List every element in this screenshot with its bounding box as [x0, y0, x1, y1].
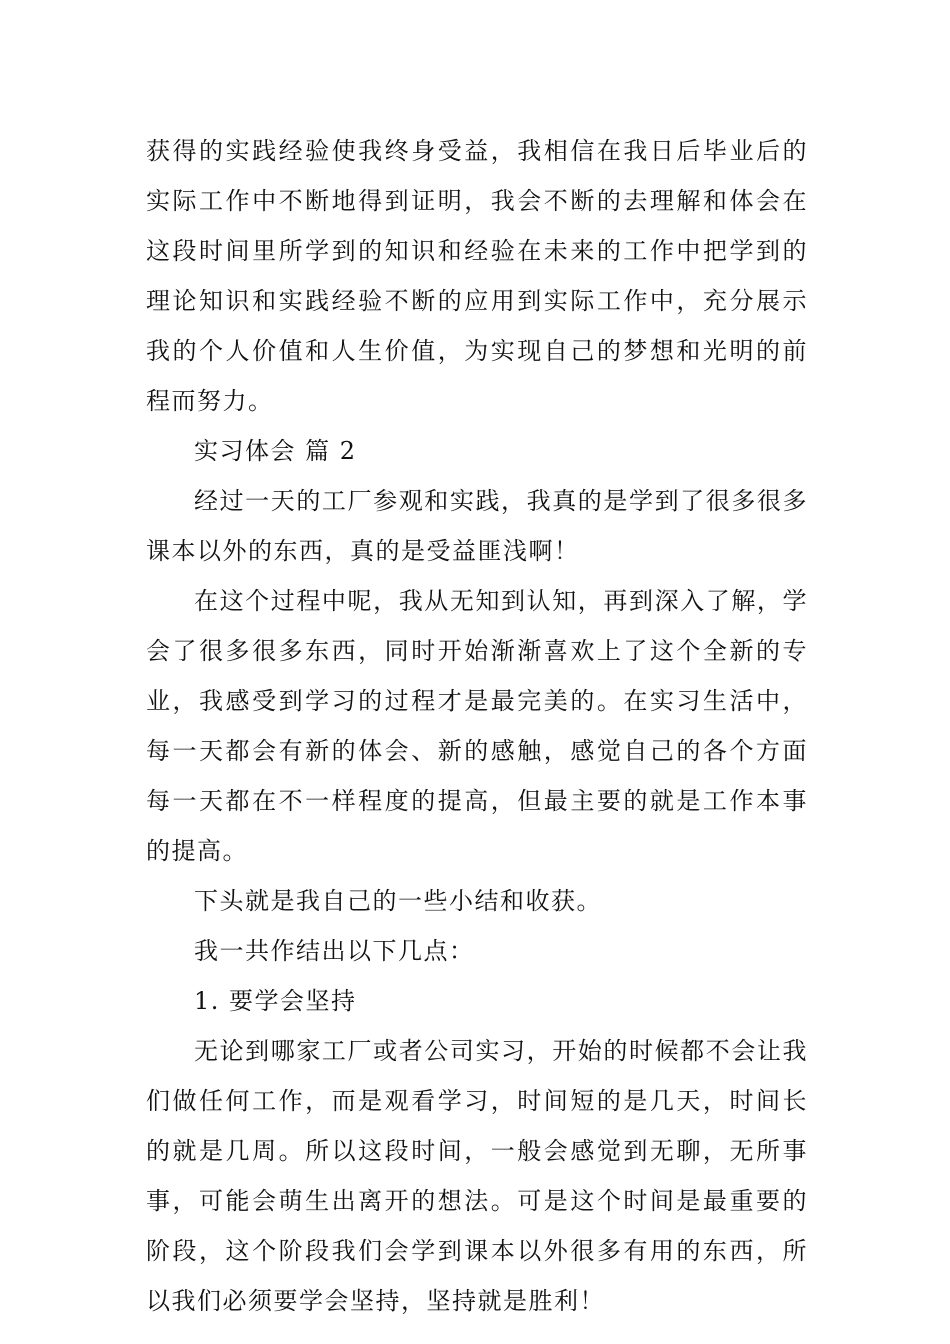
paragraph-continued: 获得的实践经验使我终身受益，我相信在我日后毕业后的实际工作中不断地得到证明，我会不断的去理解和体会在这段时间里所学到的知识和经验在未来的工作中把学到的理论知识和实践经验不断的应用到实际工作中，充分展示我的个人价值和人生价值，为实现自己的梦想和光明的前程而努力。	[146, 137, 808, 415]
document-body	[146, 126, 808, 1326]
list-item-heading: 1. 要学会坚持	[194, 987, 357, 1015]
paragraph: 经过一天的工厂参观和实践，我真的是学到了很多很多课本以外的东西，真的是受益匪浅啊！	[146, 487, 808, 565]
paragraph: 无论到哪家工厂或者公司实习，开始的时候都不会让我们做任何工作，而是观看学习，时间短的是几天，时间长的就是几周。所以这段时间，一般会感觉到无聊，无所事事，可能会萌生出离开的想法。可是这个时间是最重要的阶段，这个阶段我们会学到课本以外很多有用的东西，所以我们必须要学会坚持，坚持就是胜利！	[146, 1037, 808, 1315]
paragraph: 我一共作结出以下几点：	[194, 937, 475, 965]
paragraph: 在这个过程中呢，我从无知到认知，再到深入了解，学会了很多很多东西，同时开始渐渐喜欢上了这个全新的专业，我感受到学习的过程才是最完美的。在实习生活中，每一天都会有新的体会、新的感触，感觉自己的各个方面每一天都在不一样程度的提高，但最主要的就是工作本事的提高。	[146, 587, 808, 865]
paragraph: 下头就是我自己的一些小结和收获。	[194, 887, 602, 915]
section-heading: 实习体会 篇 2	[194, 437, 357, 465]
